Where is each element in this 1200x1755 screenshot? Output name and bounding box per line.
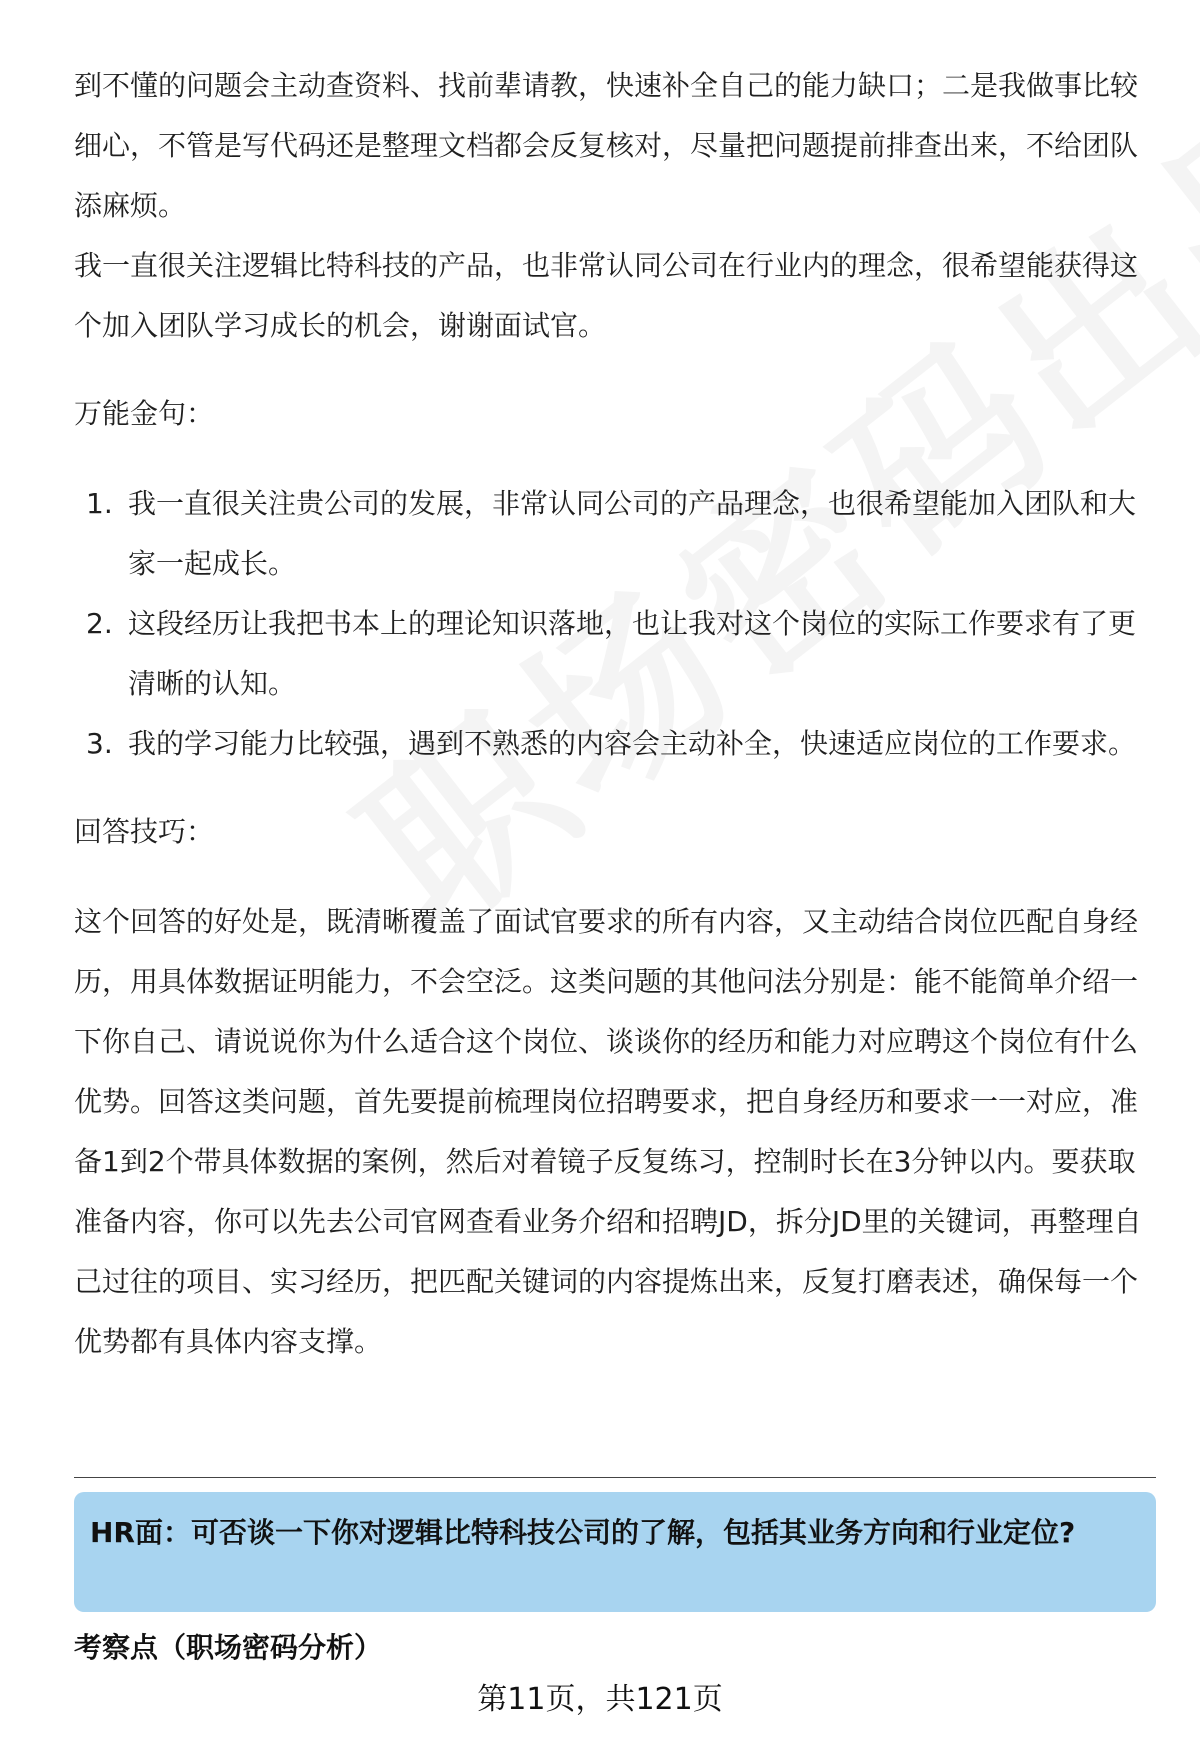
- paragraph-closing: 我一直很关注逻辑比特科技的产品，也非常认同公司在行业内的理念，很希望能获得这个加入团队学习成长的机会，谢谢面试官。: [74, 249, 1139, 342]
- list-item: [74, 474, 1154, 594]
- hr-question-box: [74, 1492, 1156, 1612]
- hr-question-text: HR面：可否谈一下你对逻辑比特科技公司的了解，包括其业务方向和行业定位?: [90, 1516, 1076, 1549]
- list-item: [74, 714, 1154, 774]
- document-body: [74, 56, 1154, 1372]
- section-divider: [74, 1477, 1156, 1478]
- section-title: 考察点（职场密码分析）: [74, 1631, 383, 1664]
- answer-tips-label: 回答技巧：: [74, 815, 215, 848]
- answer-tips-paragraph: 这个回答的好处是，既清晰覆盖了面试官要求的所有内容，又主动结合岗位匹配自身经历，用具体数据证明能力，不会空泛。这类问题的其他问法分别是：能不能简单介绍一下你自己、请说说你为什么适合这个岗位、谈谈你的经历和能力对应聘这个岗位有什么优势。回答这类问题，首先要提前梳理岗位招聘要求，把自身经历和要求一一对应，准备1到2个带具体数据的案例，然后对着镜子反复练习，控制时长在3分钟以内。要获取准备内容，你可以先去公司官网查看业务介绍和招聘JD，拆分JD里的关键词，再整理自己过往的项目、实习经历，把匹配关键词的内容提炼出来，反复打磨表述，确保每一个优势都有具体内容支撑。: [74, 905, 1142, 1358]
- list-number: 2.: [86, 607, 113, 640]
- page-number: 第11页，共121页: [477, 1682, 723, 1717]
- list-text: 这段经历让我把书本上的理论知识落地，也让我对这个岗位的实际工作要求有了更清晰的认知。: [128, 607, 1137, 700]
- golden-sentences-label: 万能金句：: [74, 397, 215, 430]
- list-number: 1.: [86, 487, 113, 520]
- list-text: 我的学习能力比较强，遇到不熟悉的内容会主动补全，快速适应岗位的工作要求。: [128, 727, 1137, 760]
- paragraph-continued: 到不懂的问题会主动查资料、找前辈请教，快速补全自己的能力缺口；二是我做事比较细心，不管是写代码还是整理文档都会反复核对，尽量把问题提前排查出来，不给团队添麻烦。: [74, 69, 1139, 222]
- golden-sentences-list: [74, 474, 1154, 774]
- list-item: [74, 594, 1154, 714]
- list-number: 3.: [86, 727, 113, 760]
- list-text: 我一直很关注贵公司的发展，非常认同公司的产品理念，也很希望能加入团队和大家一起成长。: [128, 487, 1137, 580]
